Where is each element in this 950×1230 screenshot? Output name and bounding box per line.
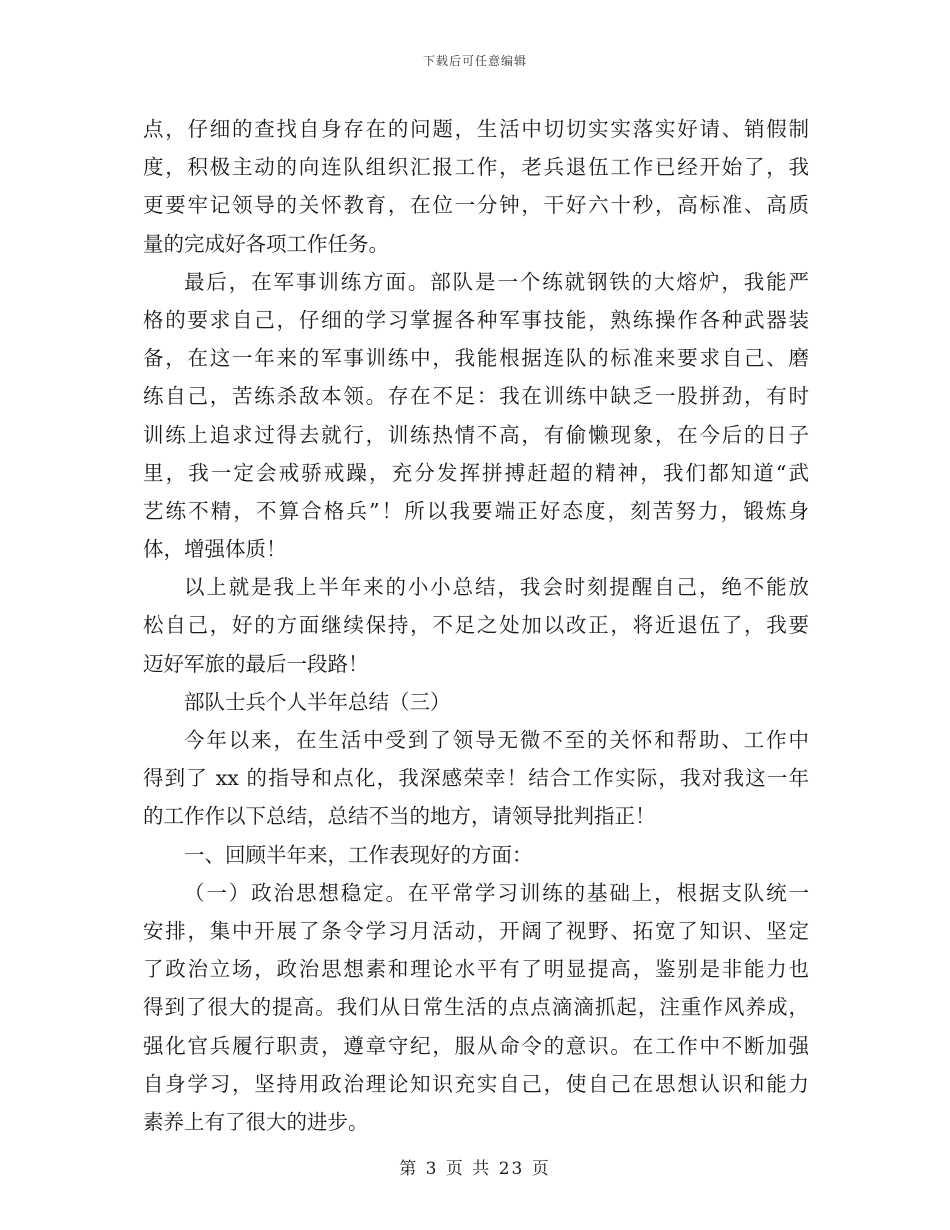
- text-line: （一）政治思想稳定。在平常学习训练的基础上，根据支队统一: [184, 880, 809, 905]
- text-line: 练自己，苦练杀敌本领。存在不足：我在训练中缺乏一股拼劲，有时: [143, 384, 809, 409]
- page-number: 第 3 页 共 23 页: [399, 1159, 551, 1179]
- text-line: 部队士兵个人半年总结（三）: [184, 689, 451, 714]
- text-line: 以上就是我上半年来的小小总结，我会时刻提醒自己，绝不能放: [184, 575, 809, 600]
- text-line: 素养上有了很大的进步。: [143, 1109, 369, 1134]
- text-line: 自身学习，坚持用政治理论知识充实自己，使自己在思想认识和能力: [143, 1071, 809, 1096]
- text-line: 量的完成好各项工作任务。: [143, 231, 389, 256]
- text-line: 松自己，好的方面继续保持，不足之处加以改正，将近退伍了，我要: [143, 613, 809, 638]
- text-line: 艺练不精，不算合格兵”！所以我要端正好态度，刻苦努力，锻炼身: [143, 498, 809, 523]
- document-body: [143, 110, 809, 1141]
- page-header: 下载后可任意编辑: [422, 54, 527, 68]
- text-line: 得到了 xx 的指导和点化，我深感荣幸！结合工作实际，我对我这一年: [143, 766, 809, 791]
- text-line: 迈好军旅的最后一段路！: [143, 651, 369, 676]
- text-line: 里，我一定会戒骄戒躁，充分发挥拼搏赶超的精神，我们都知道“武: [143, 460, 809, 485]
- text-line: 今年以来，在生活中受到了领导无微不至的关怀和帮助、工作中: [184, 728, 809, 752]
- text-line: 得到了很大的提高。我们从日常生活的点点滴滴抓起，注重作风养成，: [143, 995, 809, 1020]
- text-line: 训练上追求过得去就行，训练热情不高，有偷懒现象，在今后的日子: [143, 422, 809, 447]
- text-line: 安排，集中开展了条令学习月活动，开阔了视野、拓宽了知识、坚定: [143, 918, 809, 943]
- text-line: 更要牢记领导的关怀教育，在位一分钟，干好六十秒，高标准、高质: [143, 193, 809, 218]
- text-line: 格的要求自己，仔细的学习掌握各种军事技能，熟练操作各种武器装: [143, 307, 809, 332]
- text-line: 强化官兵履行职责，遵章守纪，服从命令的意识。在工作中不断加强: [143, 1033, 809, 1058]
- text-line: 度，积极主动的向连队组织汇报工作，老兵退伍工作已经开始了，我: [143, 155, 809, 180]
- text-line: 的工作作以下总结，总结不当的地方，请领导批判指正！: [143, 804, 656, 829]
- text-line: 最后，在军事训练方面。部队是一个练就钢铁的大熔炉，我能严: [184, 269, 809, 294]
- text-line: 体，增强体质！: [143, 537, 287, 562]
- text-line: 了政治立场，政治思想素和理论水平有了明显提高，鉴别是非能力也: [143, 957, 809, 982]
- text-line: 备，在这一年来的军事训练中，我能根据连队的标准来要求自己、磨: [143, 346, 809, 371]
- text-line: 点，仔细的查找自身存在的问题，生活中切切实实落实好请、销假制: [143, 117, 809, 141]
- text-line: 一、回顾半年来，工作表现好的方面：: [184, 842, 533, 867]
